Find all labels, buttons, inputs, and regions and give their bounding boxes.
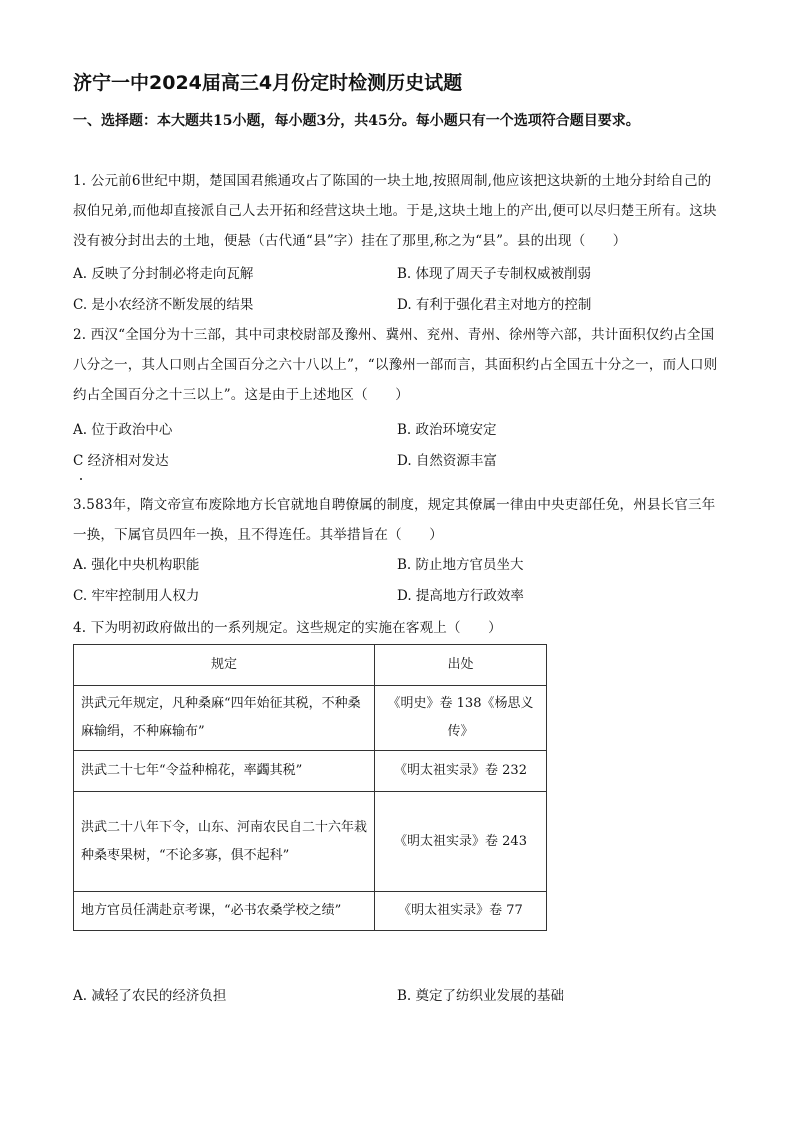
table-cell-source: 《明太祖实录》卷 243 [375, 792, 547, 892]
table-header-row [74, 645, 547, 686]
stray-mark [80, 478, 82, 480]
question-3-option-d: D. 提高地方行政效率 [397, 588, 524, 604]
question-1-option-d: D. 有利于强化君主对地方的控制 [397, 297, 592, 313]
table-cell-rule: 地方官员任满赴京考课，“必书农桑学校之绩” [74, 892, 375, 931]
table-cell-rule: 洪武二十八年下令，山东、河南农民自二十六年栽种桑枣果树，“不论多寡，俱不起科” [74, 792, 375, 892]
table-row [74, 751, 547, 792]
question-4-option-b: B. 奠定了纺织业发展的基础 [397, 988, 565, 1004]
table-cell-source: 《明太祖实录》卷 77 [375, 892, 547, 931]
question-2-option-a: A. 位于政治中心 [73, 422, 173, 438]
exam-title: 济宁一中2024届高三4月份定时检测历史试题 [73, 72, 463, 94]
question-3-stem: 3.583年，隋文帝宣布废除地方长官就地自聘僚属的制度，规定其僚属一律由中央吏部任免，州县长官三年一换，下属官员四年一换，且不得连任。其举措旨在（ ） [73, 497, 716, 543]
table-row [74, 892, 547, 931]
question-3-option-c: C. 牢牢控制用人权力 [73, 588, 200, 604]
question-4-stem: 4. 下为明初政府做出的一系列规定。这些规定的实施在客观上（ ） [73, 620, 502, 636]
question-3-option-b: B. 防止地方官员坐大 [397, 557, 524, 573]
table-cell-source: 《明太祖实录》卷 232 [375, 751, 547, 792]
section-heading: 一、选择题：本大题共15小题，每小题3分，共45分。每小题只有一个选项符合题目要求。 [73, 113, 640, 129]
regulations-table [73, 644, 547, 931]
question-1-option-b: B. 体现了周天子专制权威被削弱 [397, 266, 592, 282]
question-2-stem: 2. 西汉“全国分为十三部，其中司隶校尉部及豫州、冀州、兖州、青州、徐州等六部，共计面积仅约占全国八分之一，其人口则占全国百分之六十八以上”，“以豫州一部而言，其面积约占全国五十分之一，而人口则约占全国百分之十三以上”。这是由于上述地区（ ） [73, 327, 718, 403]
table-cell-source: 《明史》卷 138《杨思义传》 [375, 686, 547, 751]
question-1-option-c: C. 是小农经济不断发展的结果 [73, 297, 254, 313]
table-row [74, 686, 547, 751]
question-1-stem: 1. 公元前6世纪中期，楚国国君熊通攻占了陈国的一块土地,按照周制,他应该把这块新的土地分封给自己的叔伯兄弟,而他却直接派自己人去开拓和经营这块土地。于是,这块土地上的产出,便可以尽归楚王所有。这块没有被分封出去的土地，便悬（古代通“县”字）挂在了那里,称之为“县”。县的出现（ ） [73, 173, 717, 249]
table-header-rule: 规定 [74, 645, 375, 686]
table-cell-rule: 洪武元年规定，凡种桑麻“四年始征其税，不种桑麻输绢，不种麻输布” [74, 686, 375, 751]
table-cell-rule: 洪武二十七年“令益种棉花，率蠲其税” [74, 751, 375, 792]
table-header-source: 出处 [375, 645, 547, 686]
question-3-option-a: A. 强化中央机构职能 [73, 557, 200, 573]
question-2-option-c: C 经济相对发达 [73, 453, 169, 469]
question-2-option-d: D. 自然资源丰富 [397, 453, 497, 469]
question-4-option-a: A. 减轻了农民的经济负担 [73, 988, 227, 1004]
question-1-option-a: A. 反映了分封制必将走向瓦解 [73, 266, 254, 282]
table-row [74, 792, 547, 892]
question-2-option-b: B. 政治环境安定 [397, 422, 497, 438]
